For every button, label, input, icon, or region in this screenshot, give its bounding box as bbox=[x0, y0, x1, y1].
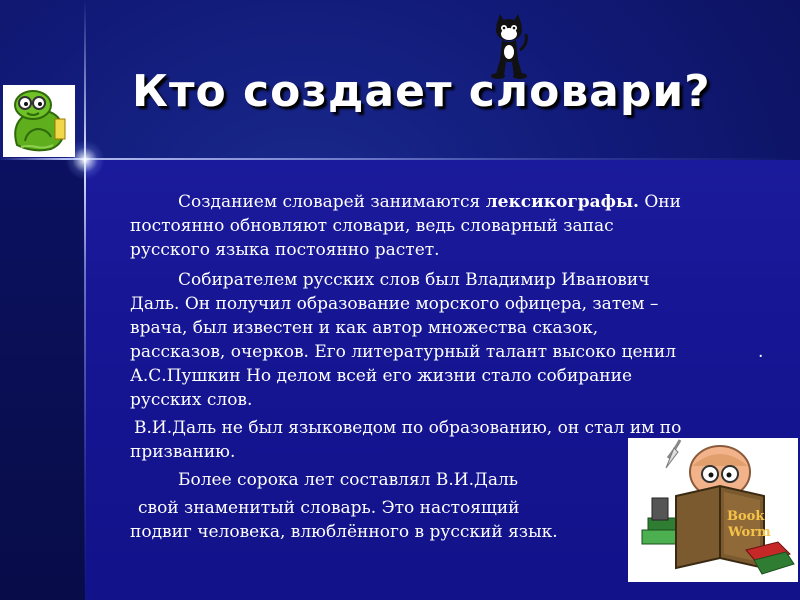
paragraph-line: постоянно обновляют словари, ведь словарный запас bbox=[130, 216, 614, 236]
left-band bbox=[0, 160, 85, 600]
stray-dot: . bbox=[758, 342, 764, 362]
paragraph-line: Даль. Он получил образование морского офицера, затем – bbox=[130, 294, 659, 314]
text-span: Они bbox=[638, 192, 681, 212]
paragraph-line: русских слов. bbox=[130, 390, 253, 410]
bookworm-icon bbox=[3, 85, 75, 157]
bold-term: лексикографы. bbox=[485, 192, 639, 212]
paragraph-line: Более сорока лет составлял В.И.Даль bbox=[178, 470, 519, 490]
text-span: Созданием словарей занимаются bbox=[178, 192, 486, 212]
book-label-1: Book bbox=[727, 509, 765, 524]
paragraph-line: В.И.Даль не был языковедом по образованию, он стал им по bbox=[134, 418, 682, 438]
paragraph-line: врача, был известен и как автор множества сказок, bbox=[130, 318, 599, 338]
paragraph-line: рассказов, очерков. Его литературный талант высоко ценил bbox=[130, 342, 677, 362]
horizontal-divider bbox=[0, 158, 800, 160]
slide-title: Кто создает словари? bbox=[132, 66, 711, 117]
vertical-divider bbox=[84, 0, 86, 600]
paragraph-line: А.С.Пушкин Но делом всей его жизни стало собирание bbox=[130, 366, 633, 386]
paragraph-line bbox=[130, 190, 770, 214]
paragraph-line: призванию. bbox=[130, 442, 236, 462]
paragraph-line: свой знаменитый словарь. Это настоящий bbox=[138, 498, 520, 518]
paragraph-line: Собирателем русских слов был Владимир Иванович bbox=[178, 270, 650, 290]
bookworm-reading-icon bbox=[628, 438, 798, 582]
book-label-2: Worm bbox=[728, 525, 771, 540]
paragraph-line: русского языка постоянно растет. bbox=[130, 240, 440, 260]
paragraph-line: подвиг человека, влюблённого в русский язык. bbox=[130, 522, 558, 542]
